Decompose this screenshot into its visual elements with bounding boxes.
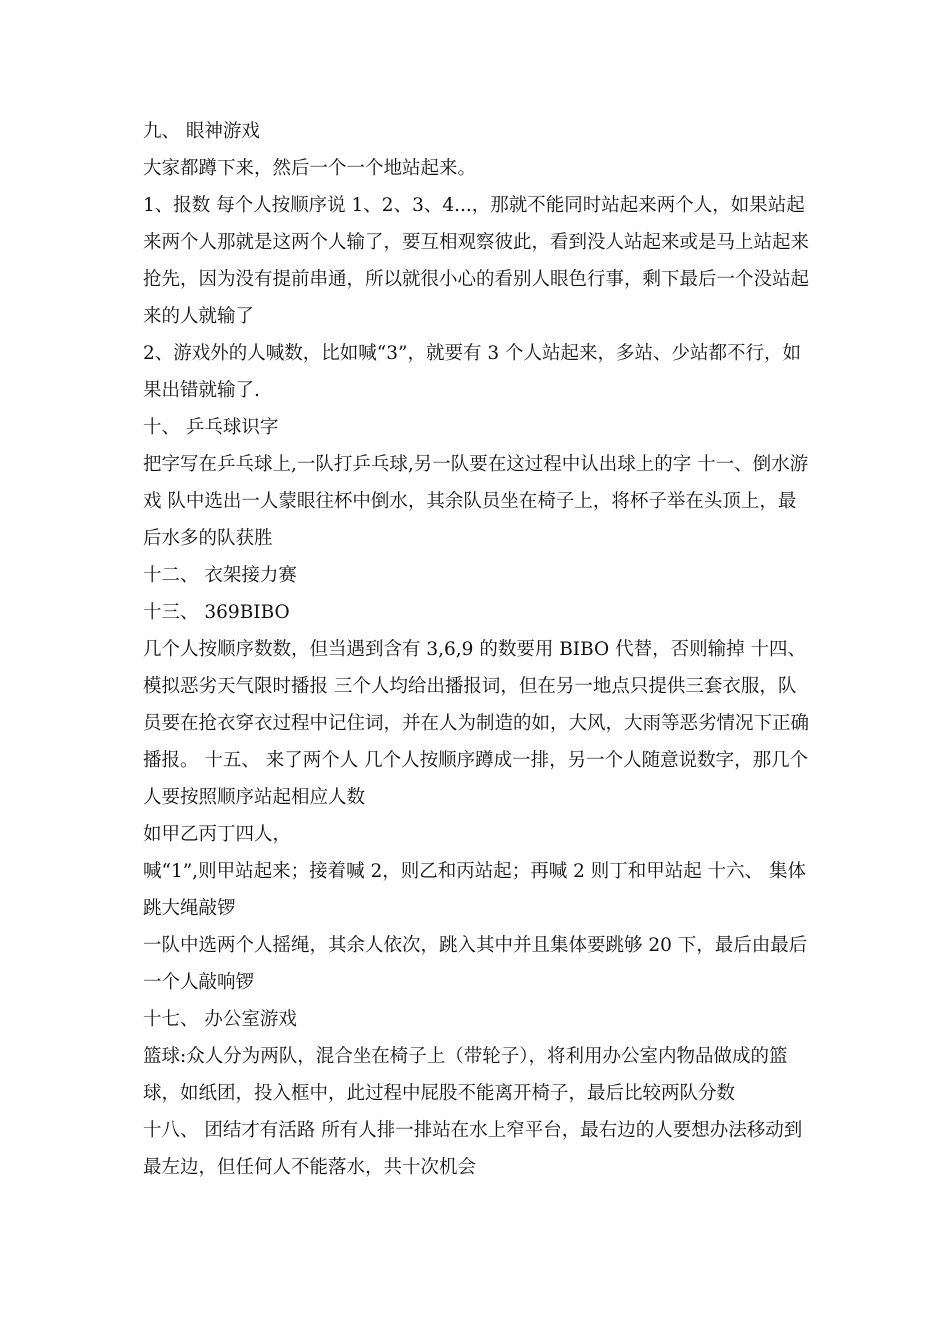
heading-18: 十八、 团结才有活路 所有人排一排站在水上窄平台，最右边的人要想办法移动到最左边，但任何人不能落水，共十次机会	[143, 1120, 803, 1178]
heading-17: 十七、 办公室游戏	[143, 1009, 297, 1030]
paragraph: 2、游戏外的人喊数，比如喊“3”，就要有 3 个人站起来，多站、少站都不行，如果出错就输了.	[143, 343, 801, 401]
heading-10: 十、 乒乓球识字	[143, 417, 279, 438]
heading-9: 九、 眼神游戏	[143, 121, 260, 142]
heading-13: 十三、 369BIBO	[143, 602, 290, 623]
paragraph: 几个人按顺序数数，但当遇到含有 3,6,9 的数要用 BIBO 代替，否则输掉 十四、模拟恶劣天气限时播报 三个人均给出播报词，但在另一地点只提供三套衣服，队员要在抢衣穿衣过程中记住词，并在人为制造的如，大风，大雨等恶劣情况下正确播报。 十五、 来了两个人 几个人按顺序蹲成一排，另一个人随意说数字，那几个人要按照顺序站起相应人数	[143, 639, 810, 808]
paragraph: 把字写在乒乓球上,一队打乒乓球,另一队要在这过程中认出球上的字 十一、倒水游戏 队中选出一人蒙眼往杯中倒水，其余队员坐在椅子上，将杯子举在头顶上，最后水多的队获胜	[143, 454, 809, 549]
paragraph: 篮球:众人分为两队，混合坐在椅子上（带轮子），将利用办公室内物品做成的篮球，如纸团，投入框中，此过程中屁股不能离开椅子，最后比较两队分数	[143, 1046, 788, 1104]
paragraph: 一队中选两个人摇绳，其余人依次，跳入其中并且集体要跳够 20 下，最后由最后一个人敲响锣	[143, 935, 808, 993]
document-body	[143, 113, 813, 1186]
paragraph: 1、报数 每个人按顺序说 1、2、3、4...，那就不能同时站起来两个人，如果站起来两个人那就是这两个人输了，要互相观察彼此，看到没人站起来或是马上站起来抢先，因为没有提前串通，所以就很小心的看别人眼色行事，剩下最后一个没站起来的人就输了	[143, 195, 810, 327]
paragraph: 喊“1”,则甲站起来；接着喊 2，则乙和丙站起；再喊 2 则丁和甲站起 十六、 集体跳大绳敲锣	[143, 861, 807, 919]
paragraph: 大家都蹲下来，然后一个一个地站起来。	[143, 158, 477, 179]
heading-12: 十二、 衣架接力赛	[143, 565, 297, 586]
paragraph: 如甲乙丙丁四人，	[143, 824, 292, 845]
